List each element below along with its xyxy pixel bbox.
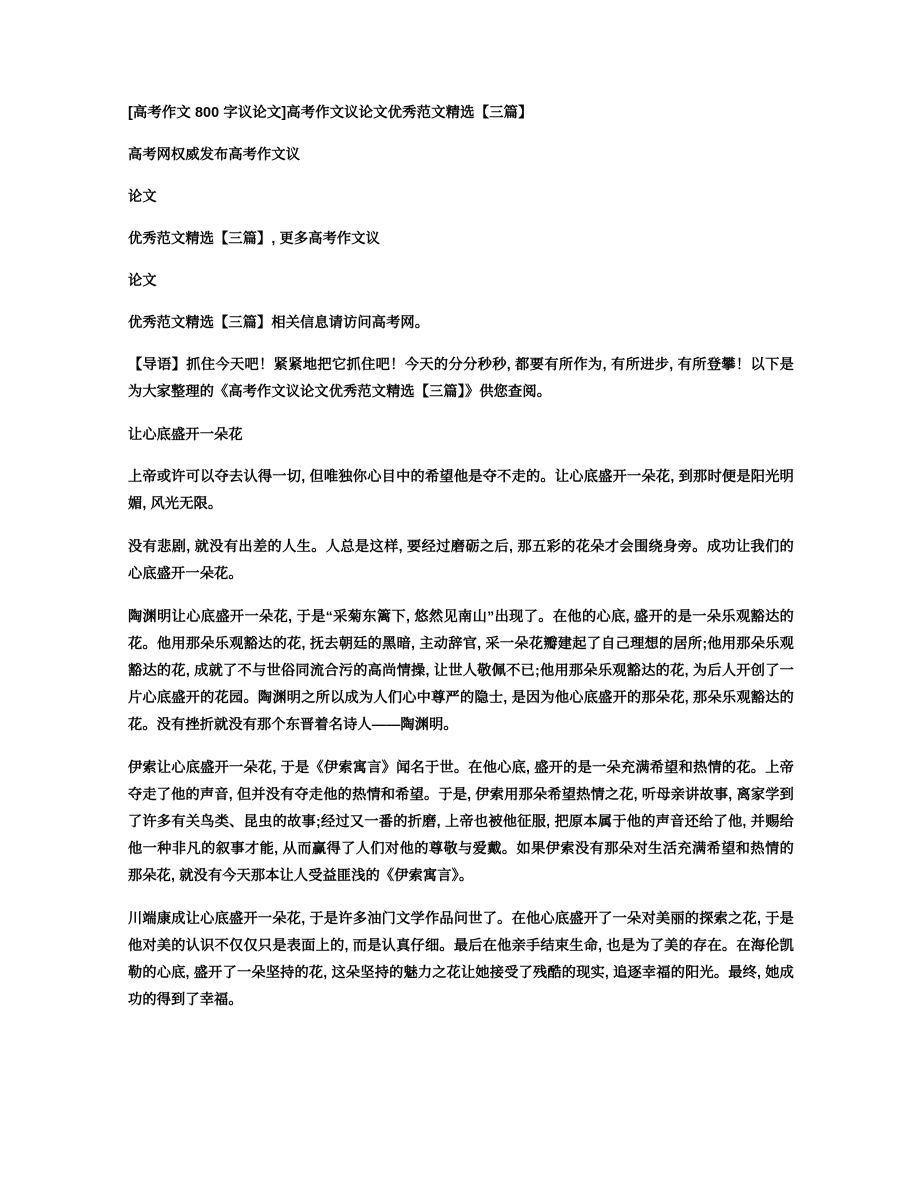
intro-line-3: 优秀范文精选【三篇】, 更多高考作文议	[128, 231, 380, 247]
guide-paragraph: 【导语】抓住今天吧！紧紧地把它抓住吧！今天的分分秒秒, 都要有所作为, 有所进步, 有所登攀！以下是为大家整理的《高考作文议论文优秀范文精选【三篇】》供您查阅。	[128, 357, 794, 400]
section-heading: 让心底盛开一朵花	[128, 427, 243, 443]
body-paragraph-1: 上帝或许可以夺去认得一切, 但唯独你心目中的希望他是夺不走的。让心底盛开一朵花, 到那时便是阳光明媚, 风光无限。	[128, 469, 794, 512]
intro-line-4: 论文	[128, 273, 157, 289]
body-paragraph-5: 川端康成让心底盛开一朵花, 于是许多油门文学作品问世了。在他心底盛开了一朵对美丽的探索之花, 于是他对美的认识不仅仅只是表面上的, 而是认真仔细。最后在他亲手结束生命, 也是为了美的存在。在海伦凯勒的心底, 盛开了一朵坚持的花, 这朵坚持的魅力之花让她接受了残酷的现实, 追逐幸福的阳光。最终, 她成功的得到了幸福。	[128, 911, 794, 1008]
document-content	[128, 100, 794, 1014]
intro-line-2: 论文	[128, 189, 157, 205]
page-title: [高考作文 800 字议论文]高考作文议论文优秀范文精选【三篇】	[128, 105, 533, 121]
body-paragraph-4: 伊索让心底盛开一朵花, 于是《伊索寓言》闻名于世。在他心底, 盛开的是一朵充满希望和热情的花。上帝夺走了他的声音, 但并没有夺走他的热情和希望。于是, 伊索用那朵希望热情之花, 听母亲讲故事, 离家学到了许多有关鸟类、昆虫的故事;经过又一番的折磨, 上帝也被他征服, 把原本属于他的声音还给了他, 并赐给他一种非凡的叙事才能, 从而赢得了人们对他的尊敬与爱戴。如果伊索没有那朵对生活充满希望和热情的那朵花, 就没有今天那本让人受益匪浅的《伊索寓言》。	[128, 760, 794, 884]
intro-line-1: 高考网权威发布高考作文议	[128, 147, 301, 163]
body-paragraph-2: 没有悲剧, 就没有出差的人生。人总是这样, 要经过磨砺之后, 那五彩的花朵才会围绕身旁。成功让我们的心底盛开一朵花。	[128, 539, 794, 582]
body-paragraph-3: 陶渊明让心底盛开一朵花, 于是“采菊东篱下, 悠然见南山”出现了。在他的心底, 盛开的是一朵乐观豁达的花。他用那朵乐观豁达的花, 抚去朝廷的黑暗, 主动辞官, 采一朵花瓣建起了自己理想的居所;他用那朵乐观豁达的花, 成就了不与世俗同流合污的高尚情操, 让世人敬佩不已;他用那朵乐观豁达的花, 为后人开创了一片心底盛开的花园。陶渊明之所以成为人们心中尊严的隐士, 是因为他心底盛开的那朵花, 那朵乐观豁达的花。没有挫折就没有那个东晋着名诗人——陶渊明。	[128, 609, 794, 733]
intro-line-5: 优秀范文精选【三篇】相关信息请访问高考网。	[128, 315, 430, 331]
